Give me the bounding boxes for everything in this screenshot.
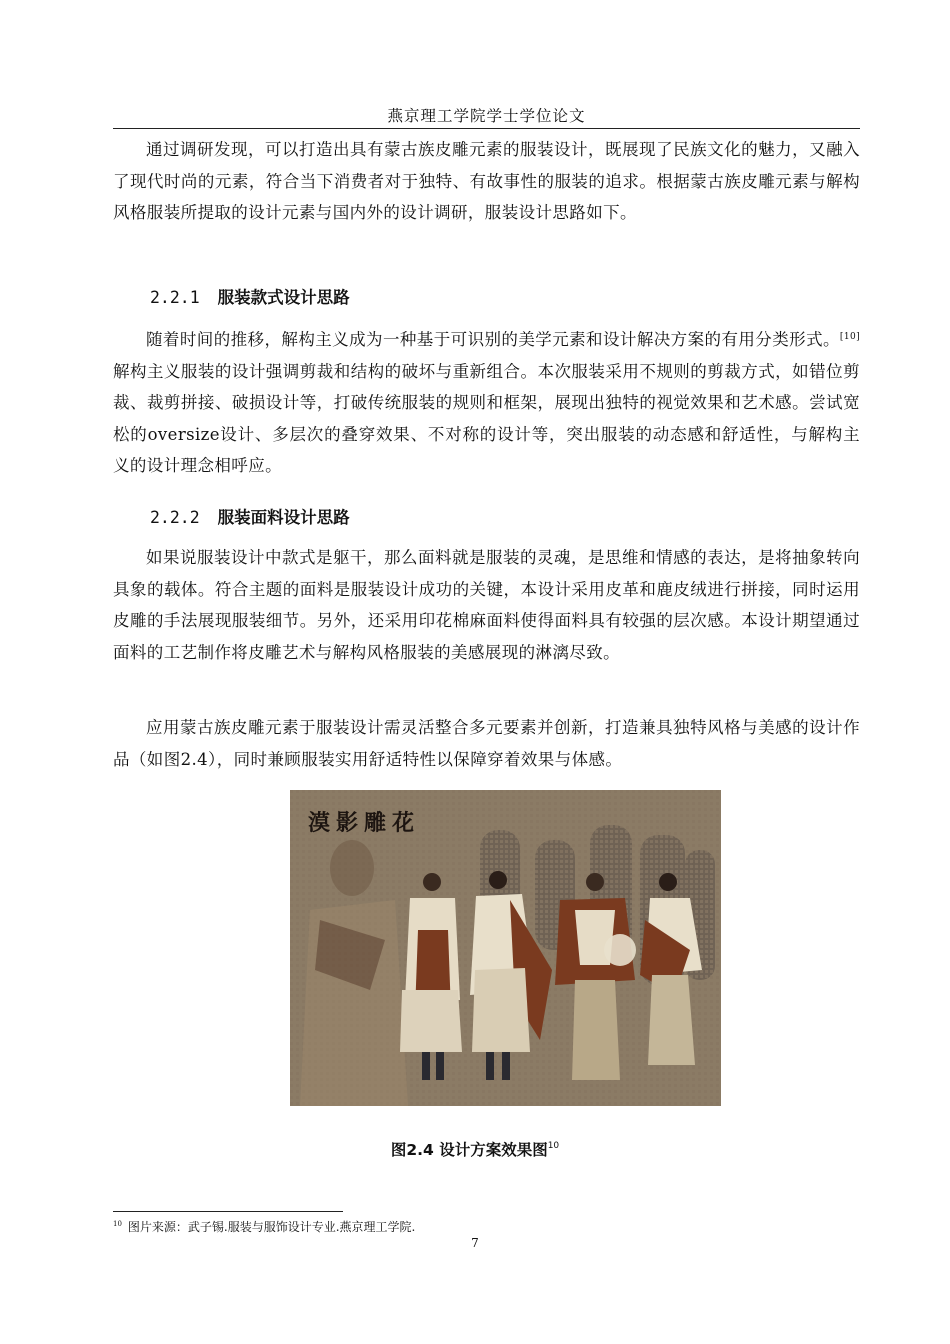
- section-number: 2.2.2: [150, 508, 200, 527]
- header-divider: [113, 128, 860, 129]
- footnote-text: 图片来源：武子锡.服装与服饰设计专业.燕京理工学院.: [127, 1220, 416, 1234]
- footnote-mark: 10: [113, 1220, 122, 1228]
- paragraph-fabric-design: 如果说服装设计中款式是躯干，那么面料就是服装的灵魂，是思维和情感的表达，是将抽象转向具象的载体。符合主题的面料是服装设计成功的关键，本设计采用皮革和鹿皮绒进行拼接，同时运用皮雕的手法展现服装细节。另外，还采用印花棉麻面料使得面料具有较强的层次感。本设计期望通过面料的工艺制作将皮雕艺术与解构风格服装的美感展现的淋漓尽致。: [113, 548, 860, 662]
- design-figure-image: [290, 790, 721, 1106]
- citation-reference[interactable]: [10]: [839, 332, 860, 342]
- footnote: [113, 1218, 415, 1235]
- section-title: 服装面料设计思路: [217, 508, 350, 527]
- caption-text: 图2.4 设计方案效果图: [390, 1141, 548, 1159]
- artwork-title: 漠影雕花: [308, 810, 421, 836]
- caption-note-ref[interactable]: 10: [547, 1141, 560, 1151]
- paragraph-text: 解构主义服装的设计强调剪裁和结构的破坏与重新组合。本次服装采用不规则的剪裁方式，如错位剪裁、裁剪拼接、破损设计等，打破传统服装的规则和框架，展现出独特的视觉效果和艺术感。尝试宽松的oversize设计、多层次的叠穿效果、不对称的设计等，突出服装的动态感和舒适性，与解构主义的设计理念相呼应。: [113, 361, 860, 475]
- section-heading-2-2-2: [150, 504, 350, 528]
- paragraph-intro: 通过调研发现，可以打造出具有蒙古族皮雕元素的服装设计，既展现了民族文化的魅力，又融入了现代时尚的元素，符合当下消费者对于独特、有故事性的服装的追求。根据蒙古族皮雕元素与解构风格服装所提取的设计元素与国内外的设计调研，服装设计思路如下。: [113, 140, 860, 222]
- page-header: 燕京理工学院学士学位论文: [387, 107, 586, 125]
- page-number: 7: [471, 1236, 479, 1250]
- figure-caption: [0, 1138, 950, 1160]
- section-heading-2-2-1: [150, 284, 350, 308]
- section-title: 服装款式设计思路: [217, 288, 350, 307]
- footnote-divider: [113, 1211, 343, 1212]
- paragraph-application: 应用蒙古族皮雕元素于服装设计需灵活整合多元要素并创新，打造兼具独特风格与美感的设计作品（如图2.4），同时兼顾服装实用舒适特性以保障穿着效果与体感。: [113, 718, 860, 769]
- section-number: 2.2.1: [150, 288, 200, 307]
- paragraph-text: 随着时间的推移，解构主义成为一种基于可识别的美学元素和设计解决方案的有用分类形式。: [146, 330, 840, 349]
- paragraph-style-design: [113, 322, 860, 482]
